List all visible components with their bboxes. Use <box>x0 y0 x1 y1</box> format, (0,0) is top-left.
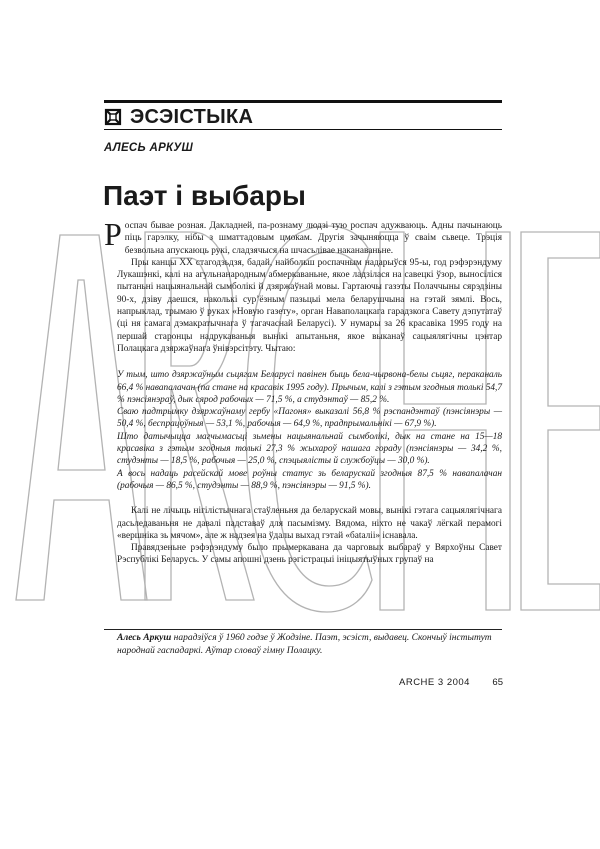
page-footer <box>399 677 503 688</box>
section-title: ЭСЭІСТЫКА <box>130 105 254 128</box>
quoted-survey <box>117 369 502 492</box>
author-footnote <box>117 632 502 657</box>
quote-2: Сваю падтрымку дзяржаўнаму гербу «Пагоня» выказалі 56,8 % рэспандэнтаў (пэнсіянэры — 50,4 %, беспрацоўныя — 53,1 %, рабочыя — 64,9 %, прадпрымальнікі — 67,9 %). <box>117 407 502 430</box>
publication-issue: ARCHE 3 2004 <box>399 677 470 688</box>
footnote-text: нарадзіўся ў 1960 годзе ў Жодзіне. Паэт, эсэіст, выдавец. Скончыў інстытут народнай гаспадаркі. Аўтар словаў гімну Полацку. <box>117 633 492 656</box>
quote-1: У тым, што дзяржаўным сьцягам Беларусі павінен быць бела-чырвона-белы сьцяг, пераканаль 66,4 % навапалачан (па стане на красавік 1995 году). Прычым, калі з гэтым згодныя толькі 54,7 % пэнсіянэраў, дык сярод рабочых — 71,5 %, а студэнтаў — 85,2 %. <box>117 370 503 405</box>
article-body <box>104 216 503 567</box>
article-title: Паэт і выбары <box>103 180 306 211</box>
paragraph-2: Пры канцы ХХ стагодзьдзя, бадай, найбольш роспачным надарыўся 95-ы, год рэфэрэндуму Лукашэнкі, калі на агульнанародным абмеркаваньне, якое ладзілася на савецкі ўзор, выносіліся пытаньні нацыянальнай сымболікі й дзяржаўнай мовы. Гартаючы газэты Полаччыны сярэдзіны 90-х, дзіву даешся, наколькі сур’ёзным пазьцыі мела беларушчына на гэтай зямлі. Вось, напрыклад, трымаю ў руках «Новую газету», орган Наваполацкага гарадзкога Савету дэпутатаў (ці ня самага дэмакратычнага ў тагачаснай Беларусі). У нумары за 26 красавіка 1995 году на першай старонцы надрукаваныя вынікі апытаньня, якое выканаў сацыялягічны цэнтар Полацкага дзяржаўнага ўнівэрсітэту. Чытаю: <box>117 257 502 354</box>
paragraph-4: Правядзеньне рэфэрэндуму было прымеркавана да чарговых выбараў у Вярхоўны Савет Рэспублікі Беларусь. У самы апошні дзень рэгістрацыі ініцыятыўных групаў на <box>117 543 502 566</box>
quote-3: Што датычыцца магчымасьці зьмены нацыянальнай сымболікі, дык на стане на 15—18 красавіка з гэтым згодныя толькі 27,3 % жыхароў нашага гораду (пэнсіянэры — 34,2 %, студэнты — 18,5 %, рабочыя — 25,0 %, спэцыялісты й службоўцы — 30,0 %). <box>117 431 502 467</box>
section-header <box>104 106 502 128</box>
quote-4: А вось надаць расейскай мове роўны статус зь беларускай згодныя 87,5 % навапалачан (рабочыя — 86,5 %, студэнты — 88,9 %, пэнсіянэры — 91,5 %). <box>117 468 502 491</box>
paragraph-3: Калі не лічыць нігілістычнага стаўленьня да беларускай мовы, вынікі гэтага сацыялягічнага дасьледаваньня не давалі падставаў для пасымізму. Вядома, ніхто не чакаў лёгкай перамогі «вершніка зь мячом», але ж надзея на ўдалы выхад гэтай «бataлii» існавала. <box>117 506 502 541</box>
section-ornament-icon <box>104 108 122 126</box>
section-rule-bottom <box>104 129 502 130</box>
author-name: АЛЕСЬ АРКУШ <box>104 142 194 154</box>
section-rule-top <box>104 100 502 103</box>
page-number: 65 <box>492 677 503 688</box>
footnote-author: Алесь Аркуш <box>117 633 172 643</box>
drop-cap: Р <box>104 216 122 252</box>
footnote-rule <box>104 629 502 630</box>
paragraph-1: Роспач бывае розная. Дакладней, па-рознаму людзі тую роспач адужваюць. Адны пачынаюць піць гарэлку, нібы з шматтадовым цмокам. Другія зачыняюцца ў сваім сьвеце. Трэція безвольна апускаюць рукі, сладзячыся на шчасьлівае наканаваньне. <box>104 216 502 256</box>
